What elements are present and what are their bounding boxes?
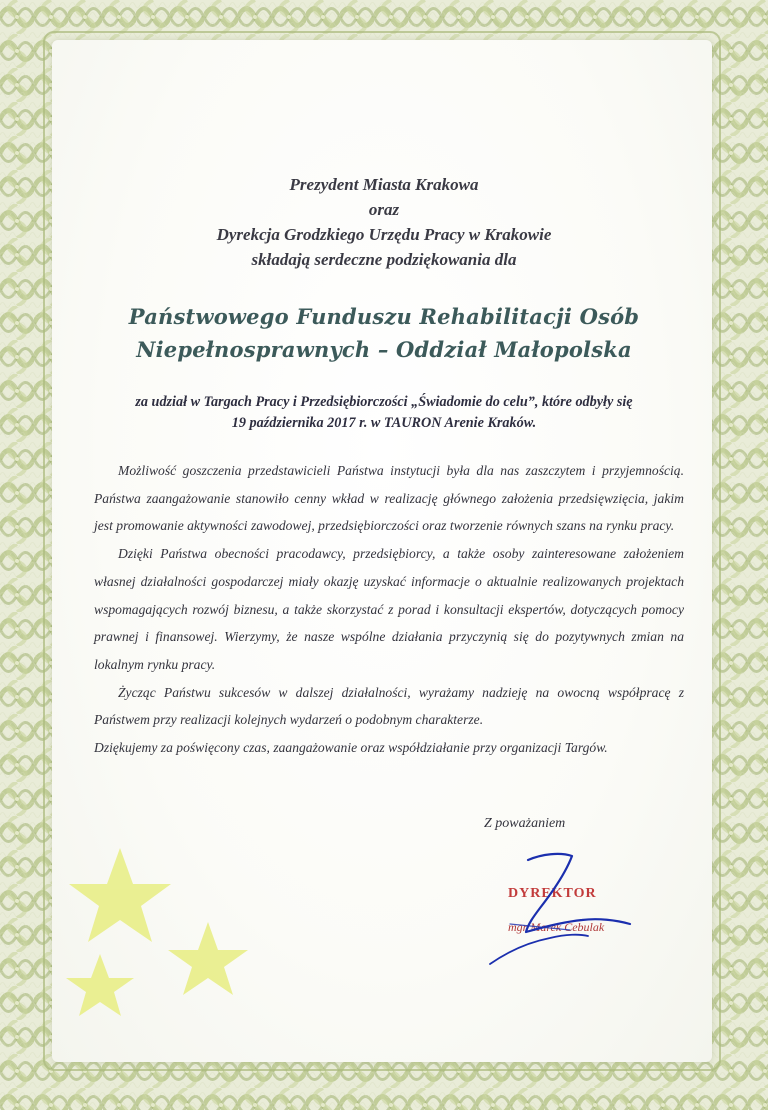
- body-paragraph: Dzięki Państwa obecności pracodawcy, przedsiębiorcy, a także osoby zainteresowane założeniem własnej działalności gospodarczej miały okazję uzyskać informacje o aktualnie realizowanych projektach wspomagających rozwój biznesu, a także skorzystać z porad i konsultacji ekspertów, dotyczących pomocy prawnej i finansowej. Wierzymy, że nasze wspólne działania przyczynią się do pozytywnych zmian na lokalnym rynku pracy.: [94, 546, 684, 672]
- issuer-line-3: Dyrekcja Grodzkiego Urzędu Pracy w Krakowie: [216, 225, 552, 244]
- issuer-header: [0, 172, 768, 272]
- letter-body: [94, 457, 684, 762]
- recipient-line-1: Państwowego Funduszu Rehabilitacji Osób: [128, 304, 640, 329]
- issuer-line-4: składają serdeczne podziękowania dla: [251, 250, 517, 269]
- body-paragraph: Możliwość goszczenia przedstawicieli Państwa instytucji była dla nas zaszczytem i przyjemnością. Państwa zaangażowanie stanowiło cenny wkład w realizację głównego założenia przedsięwzięcia, jakim jest promowanie aktywności zawodowej, przedsiębiorczości oraz tworzenie równych szans na rynku pracy.: [94, 463, 684, 534]
- issuer-line-2: oraz: [368, 200, 400, 219]
- recipient-line-2: Niepełnosprawnych – Oddział Małopolska: [136, 337, 632, 362]
- body-paragraph: Dziękujemy za poświęcony czas, zaangażowanie oraz współdziałanie przy organizacji Targów.: [94, 740, 608, 756]
- stamp-name: mgr Marek Cebulak: [508, 920, 605, 934]
- stamp-title: DYREKTOR: [508, 886, 597, 901]
- event-description: [0, 392, 768, 434]
- recipient-name: [0, 300, 768, 366]
- handwritten-signature-icon: [470, 846, 640, 976]
- closing-salutation: Z poważaniem: [484, 816, 566, 831]
- issuer-line-1: Prezydent Miasta Krakowa: [289, 175, 479, 194]
- event-line-1: za udział w Targach Pracy i Przedsiębiorczości „Świadomie do celu”, które odbyły się: [135, 394, 633, 410]
- body-paragraph: Życząc Państwu sukcesów w dalszej działalności, wyrażamy nadzieję na owocną współpracę z Państwem przy realizacji kolejnych wydarzeń o podobnym charakterze.: [94, 684, 684, 728]
- event-line-2: 19 października 2017 r. w TAURON Arenie Kraków.: [231, 415, 537, 431]
